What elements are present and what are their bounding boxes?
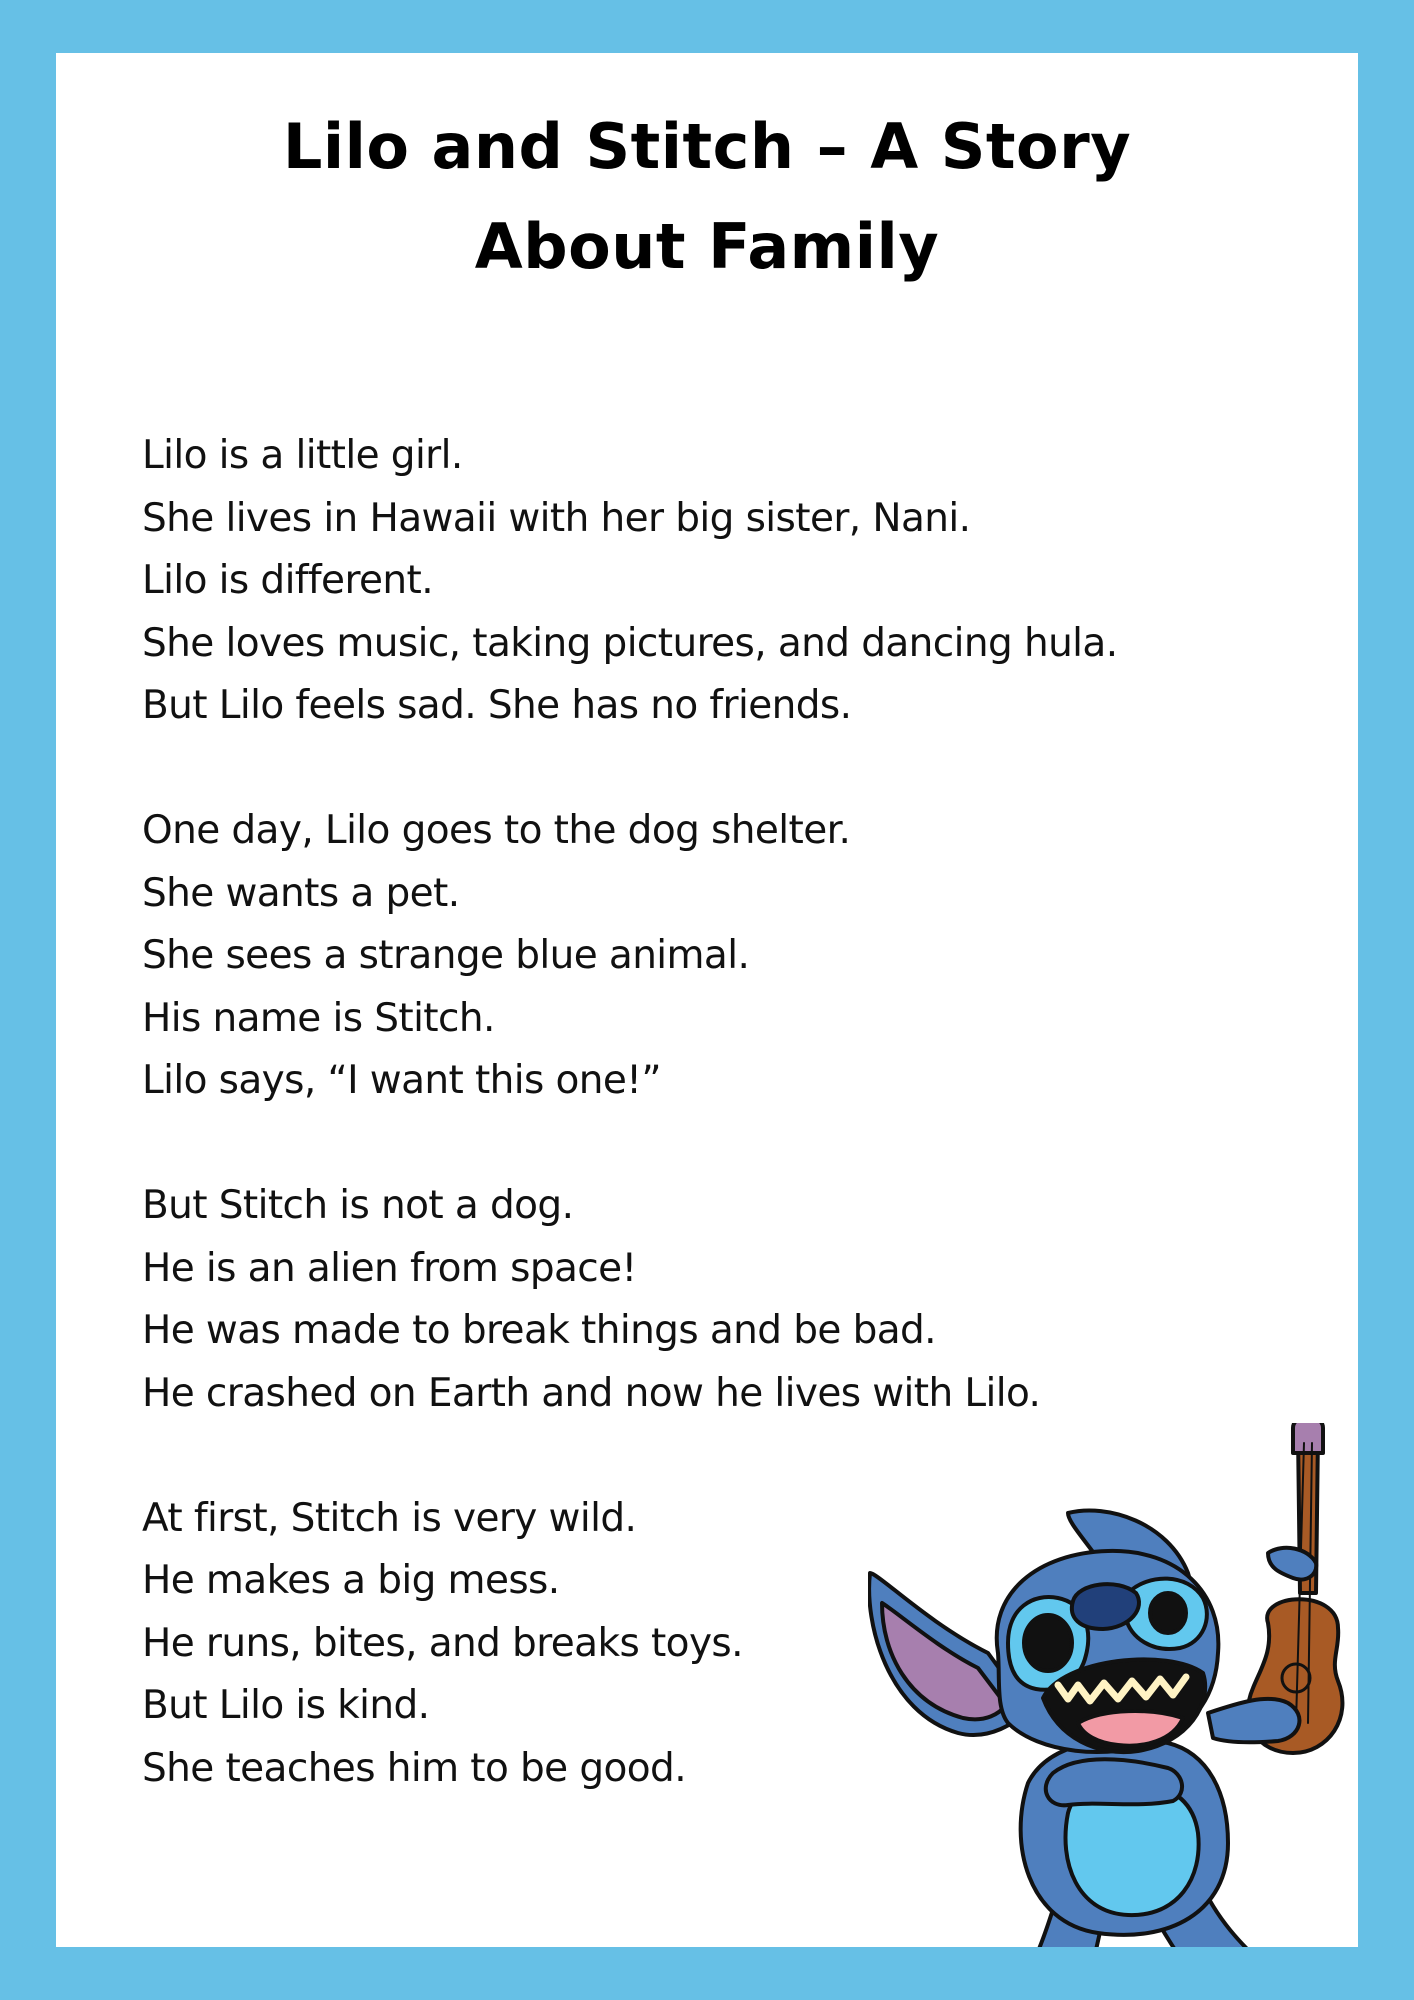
story-line: She loves music, taking pictures, and dancing hula.	[142, 620, 1118, 666]
story-line: Lilo is a little girl.	[142, 433, 463, 478]
story-line: But Lilo feels sad. She has no friends.	[142, 683, 852, 728]
story-line: At first, Stitch is very wild.	[142, 1495, 637, 1541]
story-line: She lives in Hawaii with her big sister, Nani.	[142, 495, 971, 541]
story-line: He makes a big mess.	[142, 1558, 560, 1603]
story-page	[56, 53, 1358, 1947]
story-line: He crashed on Earth and now he lives with Lilo.	[142, 1370, 1041, 1416]
story-line: She teaches him to be good.	[142, 1745, 686, 1791]
story-line: She wants a pet.	[142, 870, 460, 916]
story-line: Lilo is different.	[142, 558, 434, 603]
page-title-line-1: Lilo and Stitch – A Story	[282, 110, 1132, 183]
stanza-2	[142, 800, 1242, 1113]
stitch-with-ukulele-illustration	[868, 1423, 1358, 1947]
page-title-line-2: About Family	[474, 210, 940, 283]
story-line: But Stitch is not a dog.	[142, 1183, 574, 1228]
story-line: He is an alien from space!	[142, 1245, 637, 1291]
story-line: But Lilo is kind.	[142, 1683, 430, 1728]
story-line: Lilo says, “I want this one!”	[142, 1058, 661, 1103]
stanza-3	[142, 1175, 1242, 1425]
story-line: His name is Stitch.	[142, 995, 495, 1041]
stanza-1	[142, 425, 1242, 738]
story-line: He runs, bites, and breaks toys.	[142, 1620, 743, 1666]
page-title	[56, 97, 1358, 297]
story-line: She sees a strange blue animal.	[142, 933, 750, 978]
story-line: One day, Lilo goes to the dog shelter.	[142, 808, 851, 853]
story-line: He was made to break things and be bad.	[142, 1308, 936, 1353]
